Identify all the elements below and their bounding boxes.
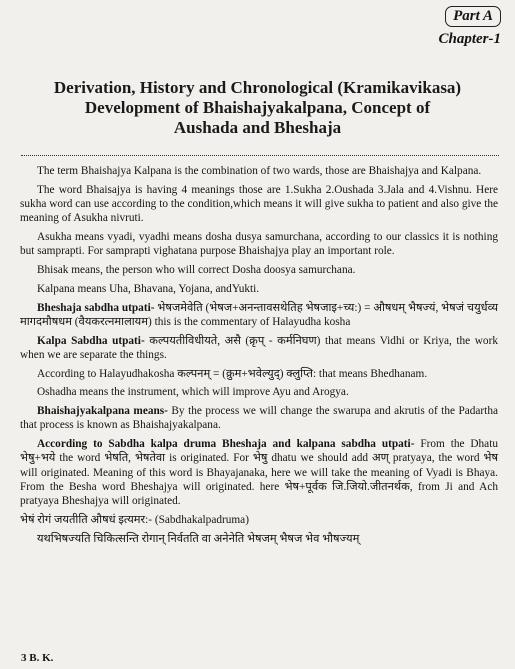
paragraph xyxy=(20,367,498,381)
paragraph-lead: Kalpa Sabdha utpati- xyxy=(37,334,145,347)
paragraph-text: The term Bhaishajya Kalpana is the combination of two wards, those are Bhaishajya and Kalpana. xyxy=(37,165,482,177)
paragraph-text: Bhisak means, the person who will correct Dosha doosya samurchana. xyxy=(37,264,356,276)
paragraph-text: कल्पयतीविधीयते, असै (क्रृप् - कर्मनिघण) that means Vidhi or Kriya, the work when we are separate the things. xyxy=(20,334,498,361)
part-label: Part A xyxy=(445,6,501,27)
paragraph xyxy=(20,334,498,362)
paragraph xyxy=(20,513,498,527)
paragraph xyxy=(20,282,498,296)
paragraph-text: भेषं रोगं जयतीति औषधं इत्यमर:- (Sabdhakalpadruma) xyxy=(20,513,249,526)
paragraph xyxy=(20,164,498,178)
chapter-label: Chapter-1 xyxy=(438,31,501,47)
paragraph-text: Kalpana means Uha, Bhavana, Yojana, andYukti. xyxy=(37,282,260,295)
paragraph xyxy=(20,301,498,329)
paragraph xyxy=(20,404,498,432)
paragraph-text: Asukha means vyadi, vyadhi means dosha dusya samurchana, according to our classics it is nothing but samprapti. For samprapti vighatana purpose Bhaishajya play an important role. xyxy=(20,231,498,258)
paragraph xyxy=(20,263,498,277)
page-footer: 3 B. K. xyxy=(21,652,54,664)
body-text xyxy=(20,164,498,550)
paragraph xyxy=(20,230,498,258)
paragraph xyxy=(20,183,498,226)
paragraph-lead: Bheshaja sabdha utpati- xyxy=(37,301,155,314)
paragraph xyxy=(20,437,498,508)
paragraph xyxy=(20,532,498,546)
paragraph-text: The word Bhaisajya is having 4 meanings those are 1.Sukha 2.Oushada 3.Jala and 4.Vishnu. Here sukha word can use according to the condition,which means it will give sukha to patient and also give the meaning of Asukha nivruti. xyxy=(20,183,498,225)
chapter-title-line: Development of Bhaishajyakalpana, Concept of xyxy=(84,98,431,117)
paragraph-text: यथभिषज्यति चिकित्सन्ति रोगान् निर्वतति वा अनेनेति भेषजम् भैषज भेव भौषज्यम् xyxy=(37,532,360,545)
paragraph-text: From the Dhatu भेषु+भये the word भेषति, भेषतेवा is originated. For भेषु dhatu we should add अण् pratyaya, the word भेष will originated. Meaning of this word is Bhayajanaka, here we will take the meaning of Vyadi is Bhaya. From the Besha word Bheshajya will originated. here भेष+पूर्वक जि.जियो.जीतनर्थक, from Ji and Ach pratyaya Bheshajya will originated. xyxy=(20,438,498,507)
paragraph-text: Oshadha means the instrument, which will improve Ayu and Arogya. xyxy=(37,386,349,399)
paragraph-text: By the process we will change the swarupa and akrutis of the Padartha that process is known as Bhaishajyakalpana. xyxy=(20,405,498,432)
paragraph-lead: According to Sabdha kalpa druma Bheshaja and kalpana sabdha utpati- xyxy=(37,438,415,451)
chapter-title-line: Derivation, History and Chronological (Kramikavikasa) xyxy=(53,78,462,97)
title-divider xyxy=(21,155,499,156)
chapter-title-line: Aushada and Bheshaja xyxy=(173,118,342,137)
paragraph-text: According to Halayudhakosha कल्पनम् = (क्रुम+भवेल्युद्) क्लुप्ति: that means Bhedhanam. xyxy=(37,367,428,380)
paragraph-lead: Bhaishajyakalpana means- xyxy=(37,405,168,418)
paragraph-text: भेषजमेवेति (भेषज+अनन्तावसथेतिह भेषजाइ+च्य:) = औषधम् भैषज्यं, भेषजं चयुर्धव्य मागदमौषधम (वैयकरत्नमालायम) this is the commentary of Halayudha kosha xyxy=(20,301,498,328)
chapter-title xyxy=(10,78,505,138)
paragraph xyxy=(20,385,498,399)
